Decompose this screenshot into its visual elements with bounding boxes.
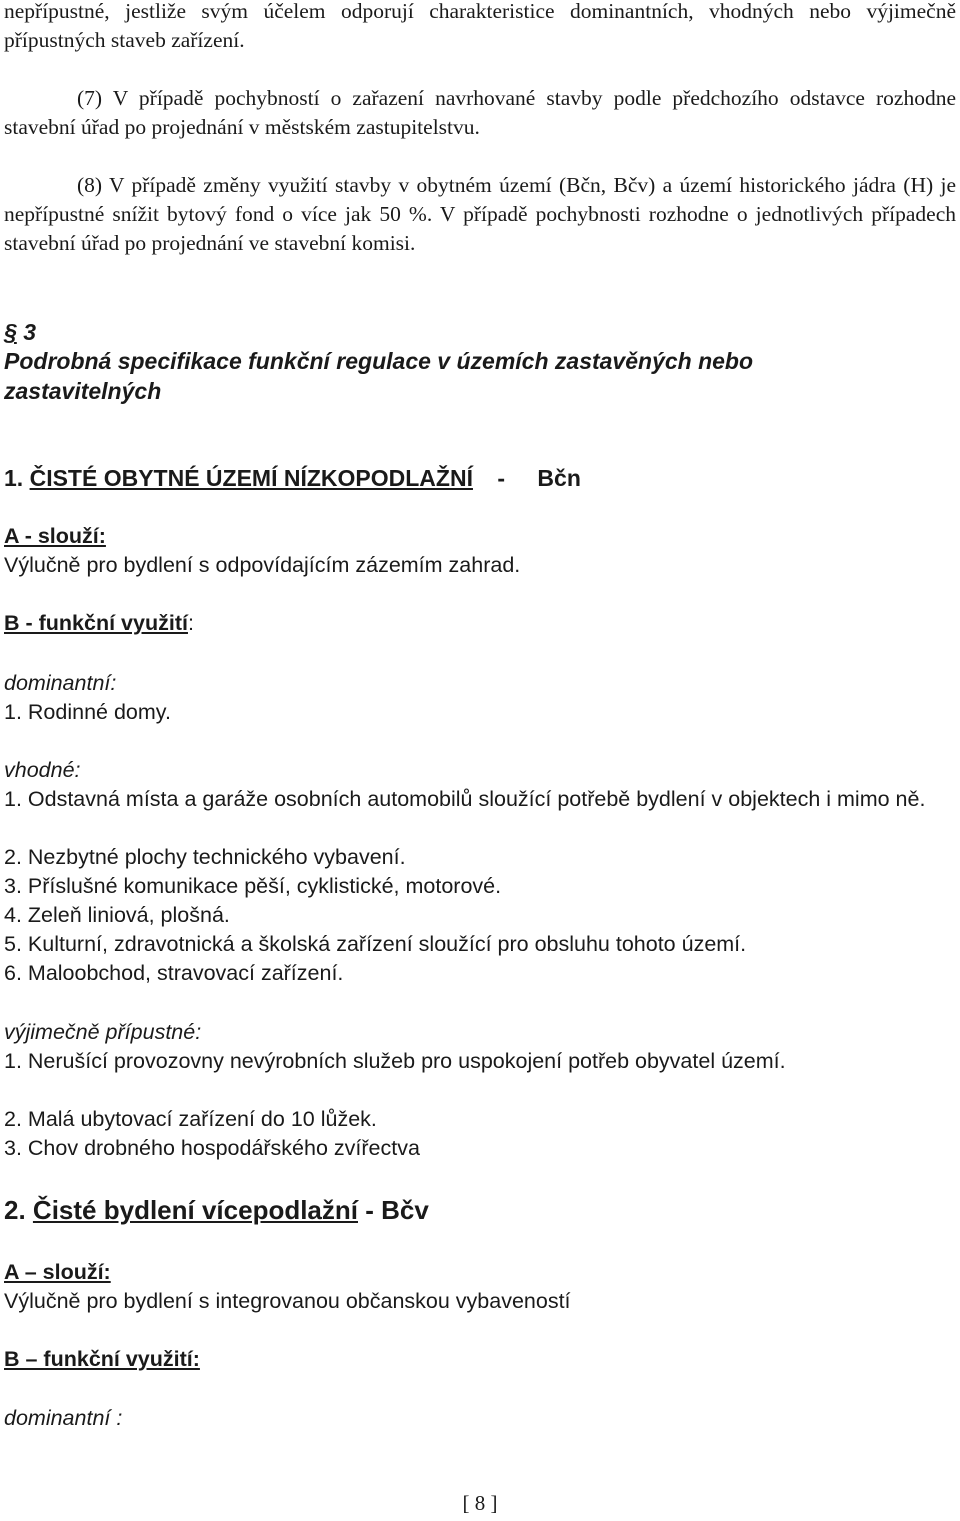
list-item: 3. Příslušné komunikace pěší, cyklistické, motorové. [4,874,502,898]
page-number: [ 8 ] [462,1491,498,1515]
zone1-a-label: A - slouží: [4,524,106,548]
zone2-heading [4,1194,956,1226]
paragraph-6-tail: nepřípustné, jestliže svým účelem odporují charakteristice dominantních, vhodných nebo výjimečně přípustných staveb zařízení. [4,0,956,52]
section-number [4,317,956,347]
zone1-dominant-label: dominantní: [4,671,117,695]
zone1-b-colon: : [187,611,194,635]
zone1-exceptional-label: výjimečně přípustné: [4,1020,202,1044]
zone2-code: Bčv [381,1195,429,1225]
zone1-suitable-list [4,843,956,988]
list-item: 5. Kulturní, zdravotnická a školská zařízení sloužící pro obsluhu tohoto území. [4,932,747,956]
zone2-num: 2. [4,1195,26,1225]
section-num: 3 [23,319,36,345]
zone1-b-label-text: B - funkční využití [4,611,188,635]
zone1-heading [4,463,956,493]
list-item: 4. Zeleň liniová, plošná. [4,903,230,927]
zone1-code: Bčn [537,465,581,491]
zone1-title: ČISTÉ OBYTNÉ ÚZEMÍ NÍZKOPODLAŽNÍ [29,465,473,491]
zone1-dash: - [497,465,506,491]
list-item: 6. Maloobchod, stravovací zařízení. [4,961,344,985]
zone1-exceptional-item-1: 1. Nerušící provozovny nevýrobních služeb pro uspokojení potřeb obyvatel území. [4,1049,786,1073]
zone1-suitable-label: vhodné: [4,758,81,782]
list-item: 2. Nezbytné plochy technického vybavení. [4,845,406,869]
zone1-a-text: Výlučně pro bydlení s odpovídajícím zázemím zahrad. [4,553,521,577]
zone2-a-label: A – slouží: [4,1260,111,1284]
list-item: 3. Chov drobného hospodářského zvířectva [4,1136,420,1160]
section-title: Podrobná specifikace funkční regulace v územích zastavěných nebo zastavitelných [4,348,754,404]
zone2-title: Čisté bydlení vícepodlažní [32,1195,358,1225]
paragraph-7: (7) V případě pochybností o zařazení navrhované stavby podle předchozího odstavce rozhodne stavební úřad po projednání v městském zastupitelstvu. [4,86,956,139]
zone1-exceptional-list [4,1105,956,1163]
zone1-num: 1. [4,465,24,491]
section-symbol: § [4,319,17,345]
zone1-dominant-item: 1. Rodinné domy. [4,700,171,724]
zone1-suitable-item-1: 1. Odstavná místa a garáže osobních automobilů sloužící potřebě bydlení v objektech i mimo ně. [4,787,926,811]
zone2-dash: - [365,1195,374,1225]
paragraph-8: (8) V případě změny využití stavby v obytném území (Bčn, Bčv) a území historického jádra (H) je nepřípustné snížit bytový fond o více jak 50 %. V případě pochybnosti rozhodne o jednotlivých případech stavební úřad po projednání ve stavební komisi. [4,173,956,255]
zone2-b-label: B – funkční využití: [4,1347,200,1371]
zone1-b-label [4,609,956,638]
zone2-dominant-label: dominantní : [4,1406,123,1430]
zone2-a-text: Výlučně pro bydlení s integrovanou občanskou vybaveností [4,1289,571,1313]
list-item: 2. Malá ubytovací zařízení do 10 lůžek. [4,1107,377,1131]
